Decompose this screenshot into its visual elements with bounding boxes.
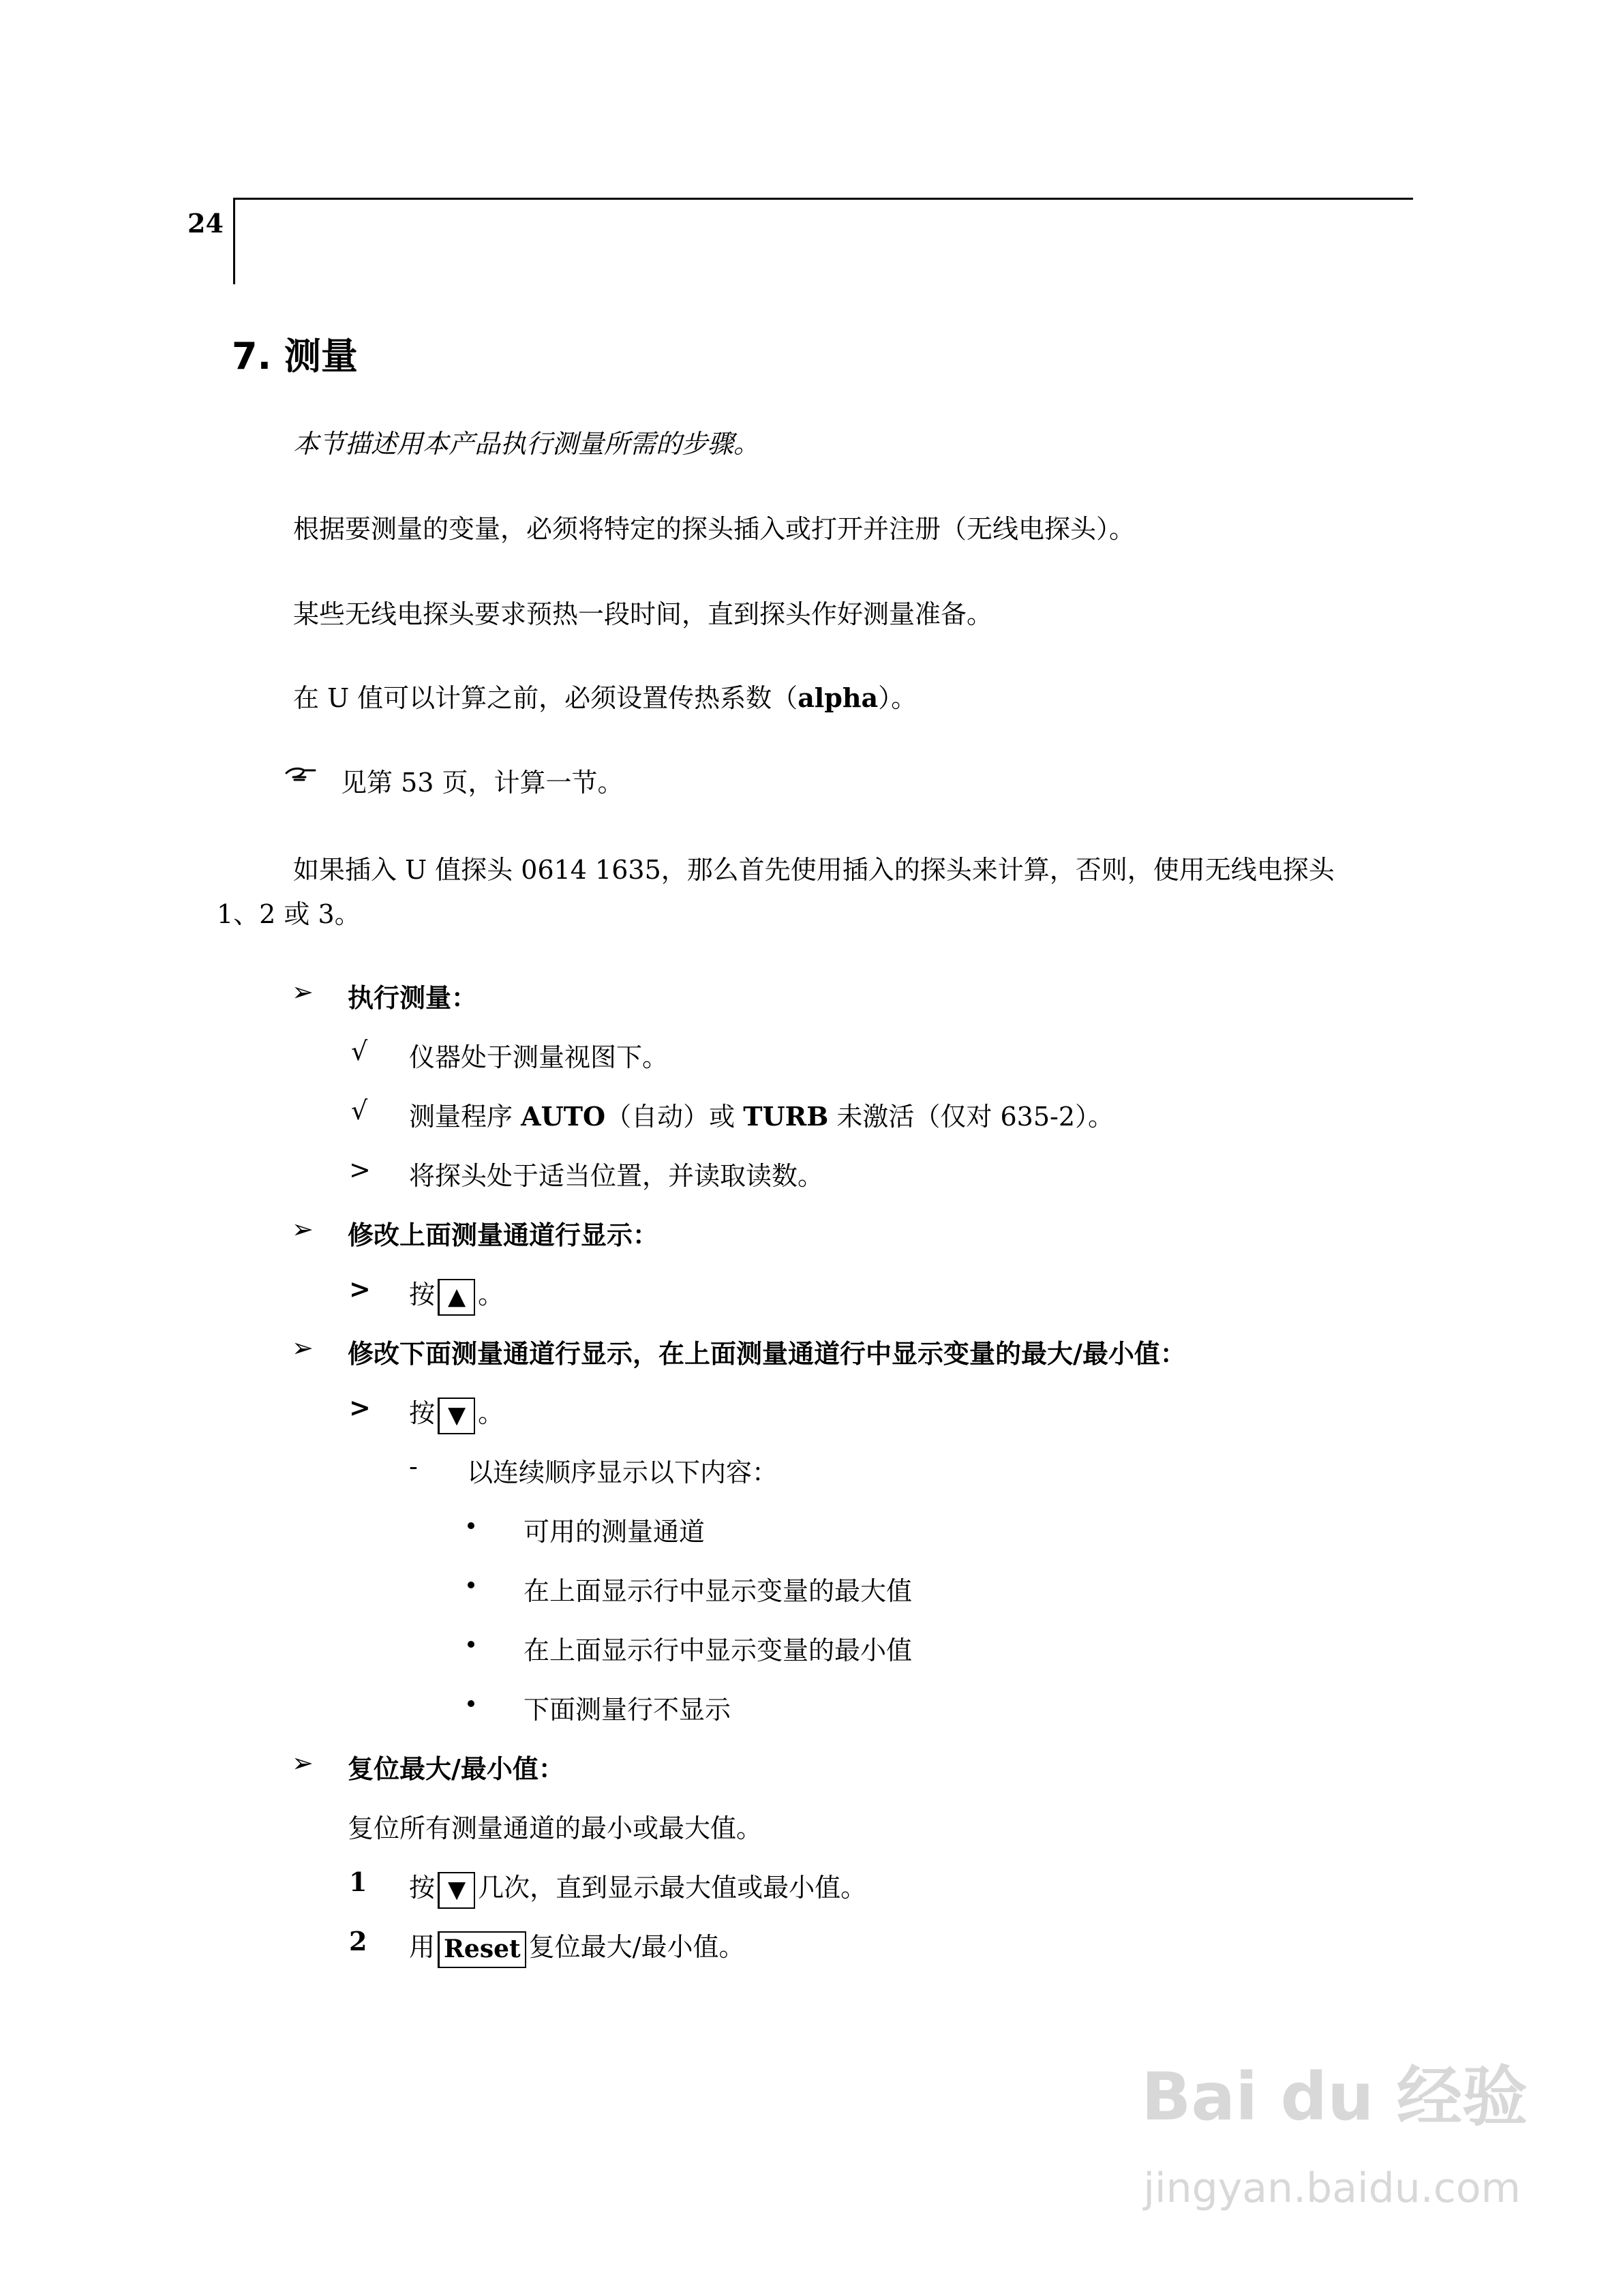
intro-paragraph-1: 根据要测量的变量，必须将特定的探头插入或打开并注册（无线电探头）。 xyxy=(293,514,1136,544)
period: 。 xyxy=(478,1398,504,1428)
press-label: 按 xyxy=(409,1280,436,1310)
intro-paragraph-4-line2: 1、2 或 3。 xyxy=(217,899,361,929)
p3-close: ）。 xyxy=(878,683,917,713)
check2-post: 未激活（仅对 635-2）。 xyxy=(828,1102,1114,1132)
auto-program: AUTO xyxy=(521,1101,606,1132)
section-title: 7. 测量 xyxy=(232,335,358,378)
step-number: 2 xyxy=(349,1926,367,1957)
list-item: 可用的测量通道 xyxy=(524,1517,706,1547)
task-lower-heading: 修改下面测量通道行显示，在上面测量通道行中显示变量的最大/最小值： xyxy=(348,1338,1186,1369)
intro-paragraph-2: 某些无线电探头要求预热一段时间，直到探头作好测量准备。 xyxy=(293,599,993,629)
p3-text: 在 U 值可以计算之前，必须设置传热系数（ xyxy=(293,683,798,713)
task-reset-heading: 复位最大/最小值： xyxy=(348,1753,564,1784)
check-icon: √ xyxy=(351,1036,368,1066)
task-arrow-icon: ➢ xyxy=(292,1333,314,1363)
reset-description: 复位所有测量通道的最小或最大值。 xyxy=(348,1813,763,1843)
lower-sub-heading: 以连续顺序显示以下内容： xyxy=(467,1457,778,1487)
action-marker: > xyxy=(349,1392,371,1423)
task-upper-heading: 修改上面测量通道行显示： xyxy=(348,1220,659,1250)
page-number: 24 xyxy=(187,208,224,239)
baidu-watermark-logo: Bai du 经验 xyxy=(1141,2059,1528,2135)
action-marker: > xyxy=(349,1155,371,1185)
pointing-hand-icon xyxy=(285,764,316,787)
measure-check-1: 仪器处于测量视图下。 xyxy=(409,1042,669,1072)
turb-program: TURB xyxy=(743,1101,829,1132)
use-label: 用 xyxy=(409,1932,436,1962)
list-item: 下面测量行不显示 xyxy=(524,1695,731,1725)
down-arrow-key: ▼ xyxy=(438,1872,475,1909)
baidu-watermark-url: jingyan.baidu.com xyxy=(1143,2164,1521,2212)
alpha-term: alpha xyxy=(798,682,879,713)
task-arrow-icon: ➢ xyxy=(292,1748,314,1778)
bullet-dot xyxy=(468,1700,474,1707)
reference-text: 见第 53 页，计算一节。 xyxy=(341,768,624,798)
action-marker: > xyxy=(349,1273,371,1304)
step-number: 1 xyxy=(349,1867,367,1897)
check-icon: √ xyxy=(351,1096,368,1126)
task-measure-heading: 执行测量： xyxy=(348,982,478,1013)
step2-text: 复位最大/最小值。 xyxy=(528,1932,745,1962)
down-arrow-key: ▼ xyxy=(438,1398,475,1434)
intro-italic: 本节描述用本产品执行测量所需的步骤。 xyxy=(293,429,760,459)
reset-step-1 xyxy=(409,1867,866,1909)
up-arrow-key: ▲ xyxy=(438,1279,475,1316)
intro-paragraph-4-line1: 如果插入 U 值探头 0614 1635，那么首先使用插入的探头来计算，否则，使用无线电探头 xyxy=(293,855,1335,885)
reset-key: Reset xyxy=(438,1931,526,1968)
list-item: 在上面显示行中显示变量的最大值 xyxy=(524,1576,913,1606)
bullet-dot xyxy=(468,1641,474,1648)
press-label: 按 xyxy=(409,1873,436,1903)
list-item: 在上面显示行中显示变量的最小值 xyxy=(524,1635,913,1665)
measure-action: 将探头处于适当位置，并读取读数。 xyxy=(409,1161,824,1191)
intro-paragraph-3 xyxy=(293,677,917,714)
bullet-dot xyxy=(468,1522,474,1529)
header-rule-vertical xyxy=(233,198,235,284)
measure-check-2 xyxy=(409,1096,1114,1133)
bullet-dot xyxy=(468,1582,474,1588)
task-arrow-icon: ➢ xyxy=(292,1214,314,1244)
dash-marker: - xyxy=(409,1451,418,1481)
header-rule xyxy=(233,198,1413,200)
task-arrow-icon: ➢ xyxy=(292,977,314,1007)
check2-text: 测量程序 xyxy=(409,1102,521,1132)
upper-action xyxy=(409,1273,504,1316)
check2-mid: （自动）或 xyxy=(605,1102,744,1132)
step1-text: 几次，直到显示最大值或最小值。 xyxy=(478,1873,867,1903)
reset-step-2 xyxy=(409,1926,744,1968)
period: 。 xyxy=(478,1280,504,1310)
lower-action xyxy=(409,1392,504,1434)
press-label: 按 xyxy=(409,1398,436,1428)
